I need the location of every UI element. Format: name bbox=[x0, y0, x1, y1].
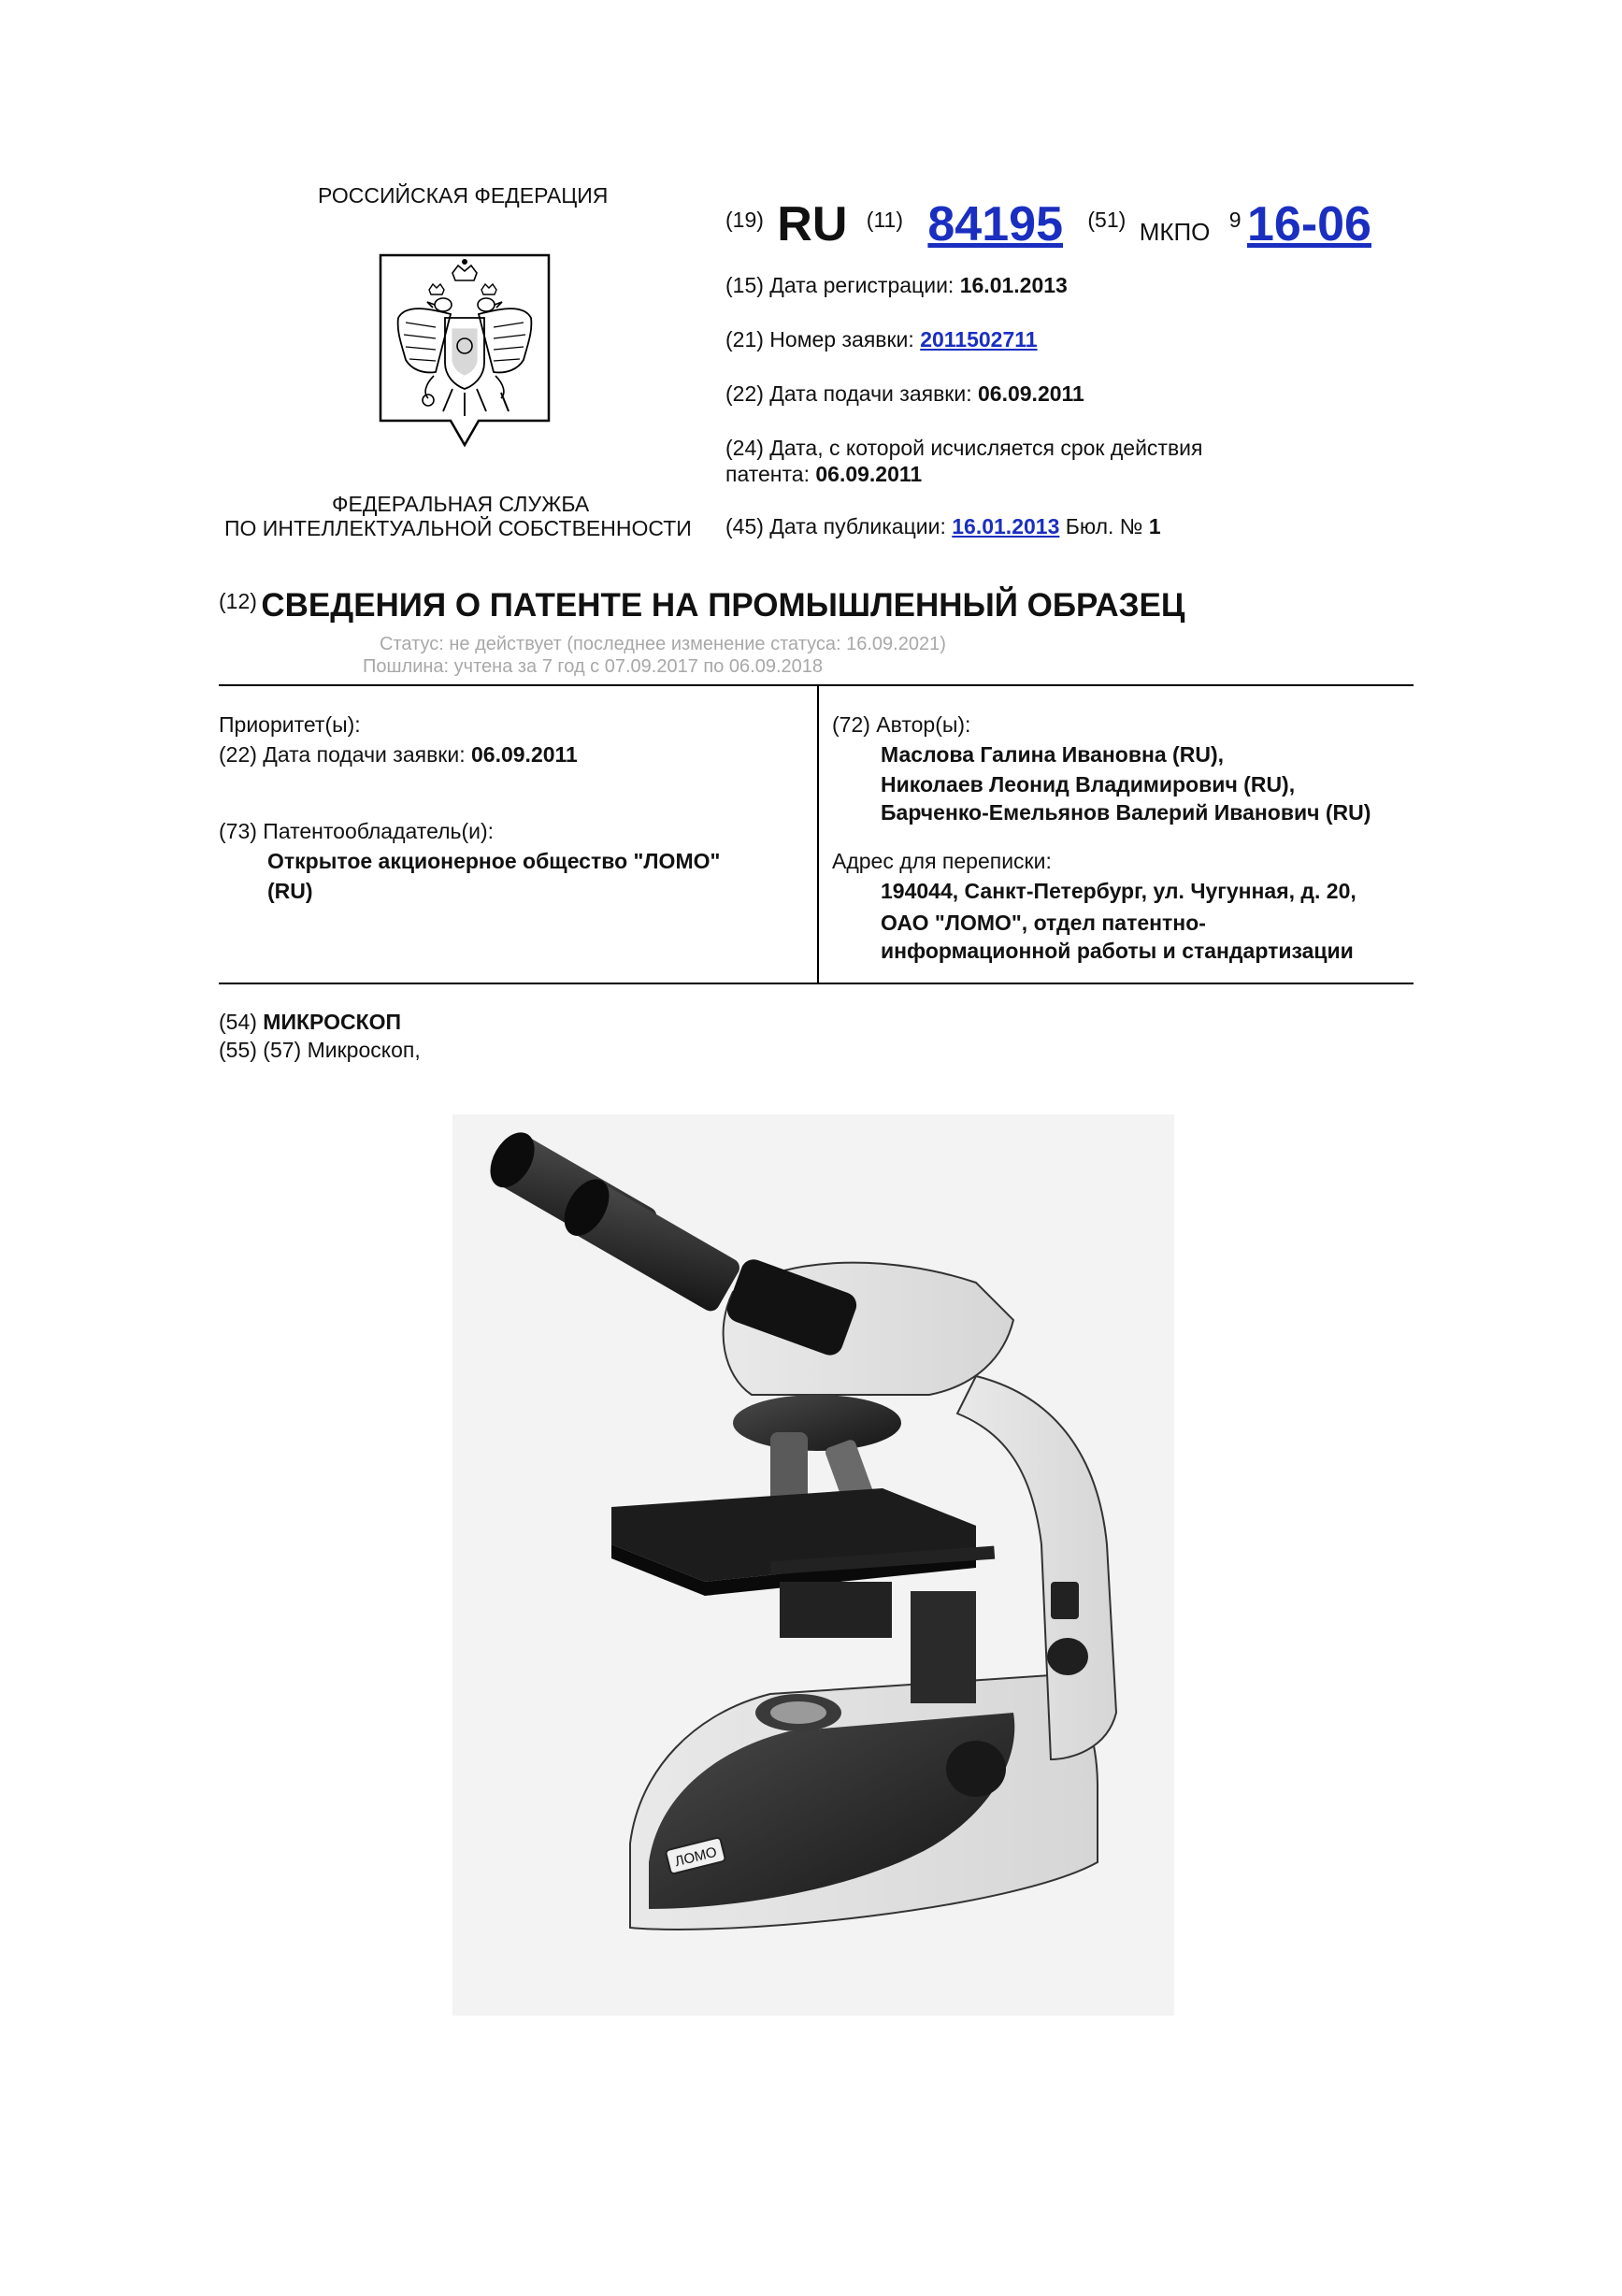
agency-line-1: ФЕДЕРАЛЬНАЯ СЛУЖБА bbox=[332, 492, 590, 516]
emblem bbox=[378, 252, 552, 451]
fee-value: учтена за 7 год с 07.09.2017 по 06.09.2018 bbox=[453, 656, 823, 677]
author-3: Барченко-Емельянов Валерий Иванович (RU) bbox=[881, 800, 1371, 825]
microscope-image bbox=[452, 1114, 1174, 2016]
russian-coat-of-arms-icon bbox=[378, 252, 552, 451]
application-number-row bbox=[725, 327, 1038, 352]
fee-line bbox=[363, 656, 823, 678]
fee-label: Пошлина: bbox=[363, 656, 450, 677]
bulletin-number: 1 bbox=[1148, 514, 1161, 538]
microscope-figure bbox=[452, 1114, 1174, 2016]
holder-label: (73) Патентообладатель(и): bbox=[219, 819, 495, 843]
status-label: Статус: bbox=[380, 634, 444, 654]
title-code: (12) bbox=[219, 589, 257, 613]
pub-code: (45) bbox=[725, 514, 764, 538]
title-text: СВЕДЕНИЯ О ПАТЕНТЕ НА ПРОМЫШЛЕННЫЙ ОБРАЗЕЦ bbox=[261, 587, 1185, 624]
country-code: RU bbox=[777, 197, 848, 251]
brand-label: ЛОМО bbox=[673, 1844, 719, 1871]
term-start-row bbox=[725, 435, 1203, 487]
claims-row bbox=[219, 1038, 421, 1063]
filing-code: (22) bbox=[725, 381, 764, 406]
address-label: Адрес для переписки: bbox=[832, 849, 1052, 873]
table-top-rule bbox=[219, 684, 1414, 686]
filing-date: 06.09.2011 bbox=[978, 381, 1084, 406]
document-title bbox=[219, 587, 1184, 624]
address-line-1: 194044, Санкт-Петербург, ул. Чугунная, д. 20, bbox=[881, 879, 1356, 903]
bulletin-label: Бюл. № bbox=[1065, 514, 1143, 538]
code-11: (11) bbox=[866, 208, 903, 232]
invention-name: МИКРОСКОП bbox=[263, 1010, 402, 1034]
address-line-3: информационной работы и стандартизации bbox=[881, 939, 1354, 963]
term-date: 06.09.2011 bbox=[815, 462, 923, 486]
pub-date-link[interactable]: 16.01.2013 bbox=[952, 514, 1060, 538]
term-code: (24) bbox=[725, 436, 764, 460]
table-bottom-rule bbox=[219, 983, 1414, 984]
reg-label: Дата регистрации: bbox=[769, 273, 955, 297]
app-number-link[interactable]: 2011502711 bbox=[920, 327, 1038, 352]
filing-date-row bbox=[725, 381, 1084, 407]
table-column-divider bbox=[817, 684, 819, 983]
agency-line-2: ПО ИНТЕЛЛЕКТУАЛЬНОЙ СОБСТВЕННОСТИ bbox=[224, 516, 692, 540]
code-51: (51) bbox=[1087, 208, 1127, 232]
author-1: Маслова Галина Ивановна (RU), bbox=[881, 742, 1224, 767]
claims-text: Микроскоп, bbox=[307, 1038, 421, 1062]
country-name: РОССИЙСКАЯ ФЕДЕРАЦИЯ bbox=[318, 183, 609, 208]
priority-label: Приоритет(ы): bbox=[219, 712, 361, 737]
status-value: не действует (последнее изменение статуса: 16.09.2021) bbox=[449, 634, 946, 654]
filing-label: Дата подачи заявки: bbox=[769, 381, 972, 406]
status-line bbox=[380, 634, 946, 655]
holder-line-2: (RU) bbox=[267, 879, 313, 903]
priority-date: 06.09.2011 bbox=[471, 742, 578, 767]
code-19: (19) bbox=[725, 208, 764, 232]
class-edition: 9 bbox=[1228, 208, 1242, 232]
class-label: МКПО bbox=[1139, 218, 1211, 246]
patent-number-link[interactable]: 84195 bbox=[927, 197, 1063, 251]
claims-code: (55) (57) bbox=[219, 1038, 302, 1062]
reg-code: (15) bbox=[725, 273, 764, 297]
publication-date-row bbox=[725, 514, 1161, 539]
app-label: Номер заявки: bbox=[769, 327, 914, 352]
invention-name-row bbox=[219, 1010, 401, 1035]
registration-date-row bbox=[725, 273, 1068, 298]
class-value-link[interactable]: 16-06 bbox=[1246, 197, 1371, 251]
priority-row bbox=[219, 742, 578, 768]
holder-line-1: Открытое акционерное общество "ЛОМО" bbox=[267, 849, 721, 873]
app-code: (21) bbox=[725, 327, 764, 352]
author-2: Николаев Леонид Владимирович (RU), bbox=[881, 772, 1296, 796]
pub-label: Дата публикации: bbox=[769, 514, 946, 538]
address-line-2: ОАО "ЛОМО", отдел патентно- bbox=[881, 911, 1206, 935]
reg-date: 16.01.2013 bbox=[959, 273, 1068, 297]
term-label-line1: Дата, с которой исчисляется срок действия bbox=[769, 436, 1203, 460]
term-label-line2: патента: bbox=[725, 462, 810, 486]
id-row bbox=[725, 183, 1371, 249]
priority-code: (22) bbox=[219, 742, 257, 767]
priority-field: Дата подачи заявки: bbox=[263, 742, 466, 767]
name-code: (54) bbox=[219, 1010, 257, 1034]
authors-label: (72) Автор(ы): bbox=[832, 712, 971, 737]
